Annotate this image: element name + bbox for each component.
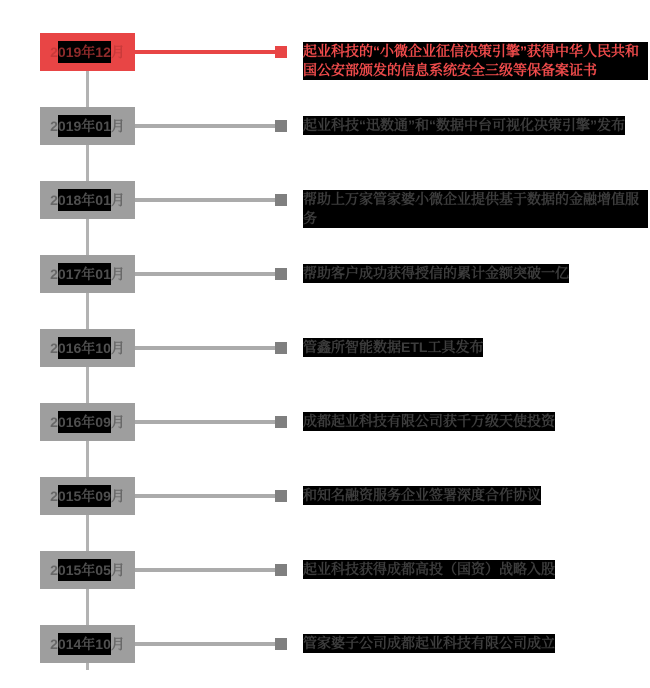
date-prefix: 2 [50,118,58,134]
date-box [40,255,135,293]
connector-line [135,346,275,350]
timeline-row-2018-01 [0,163,650,237]
date-highlight: 014年10 [58,633,111,655]
timeline-row-2019-12 [0,15,650,89]
timeline-row-2019-01 [0,89,650,163]
connector-line [135,50,275,54]
timeline-row-2016-09 [0,385,650,459]
date-prefix: 2 [50,340,58,356]
connector-line [135,568,275,572]
milestone-text: 帮助上万家管家婆小微企业提供基于数据的金融增值服务 [303,190,648,228]
date-highlight: 016年10 [58,337,111,359]
connector-line [135,420,275,424]
timeline-row-2014-10 [0,607,650,681]
date-prefix: 2 [50,488,58,504]
milestone-text-wrap [303,560,648,579]
date-box [40,625,135,663]
milestone-text-wrap [303,42,648,80]
connector-line [135,494,275,498]
marker-square-icon [275,638,287,650]
milestone-text: 管鑫所智能数据ETL工具发布 [303,339,484,355]
date-suffix: 月 [110,340,125,356]
connector-line [135,642,275,646]
timeline-row-2015-05 [0,533,650,607]
date-highlight: 019年12 [58,41,111,63]
milestone-text: 和知名融资服务企业签署深度合作协议 [303,487,541,503]
date-suffix: 月 [110,266,125,282]
date-suffix: 月 [110,44,125,60]
date-prefix: 2 [50,44,58,60]
date-box [40,329,135,367]
marker-square-icon [275,490,287,502]
date-prefix: 2 [50,562,58,578]
marker-square-icon [275,268,287,280]
date-box [40,551,135,589]
date-box [40,181,135,219]
marker-square-icon [275,46,287,58]
milestone-text-wrap [303,116,648,135]
timeline-row-2015-09 [0,459,650,533]
date-suffix: 月 [110,414,125,430]
milestone-text: 起业科技的“小微企业征信决策引擎”获得中华人民共和国公安部颁发的信息系统安全三级等保备案证书 [303,42,648,80]
date-highlight: 017年01 [58,263,111,285]
date-highlight: 015年05 [58,559,111,581]
date-suffix: 月 [110,636,125,652]
date-suffix: 月 [110,488,125,504]
date-highlight: 019年01 [58,115,111,137]
timeline-row-2017-01 [0,237,650,311]
date-prefix: 2 [50,414,58,430]
date-box [40,477,135,515]
date-box [40,33,135,71]
marker-square-icon [275,342,287,354]
date-highlight: 018年01 [58,189,111,211]
timeline-row-2016-10 [0,311,650,385]
milestone-text: 帮助客户成功获得授信的累计金额突破一亿 [303,265,569,281]
marker-square-icon [275,564,287,576]
date-suffix: 月 [110,118,125,134]
date-highlight: 015年09 [58,485,111,507]
milestone-text: 起业科技获得成都高投（国资）战略入股 [303,561,555,577]
connector-line [135,198,275,202]
milestone-text-wrap [303,338,648,357]
milestone-text: 成都起业科技有限公司获千万级天使投资 [303,413,555,429]
milestone-text: 起业科技“迅数通”和“数据中台可视化决策引擎”发布 [303,117,625,133]
milestone-text-wrap [303,486,648,505]
connector-line [135,124,275,128]
milestone-text: 管家婆子公司成都起业科技有限公司成立 [303,635,555,651]
date-highlight: 016年09 [58,411,111,433]
date-box [40,403,135,441]
milestone-text-wrap [303,412,648,431]
marker-square-icon [275,120,287,132]
date-suffix: 月 [110,562,125,578]
milestone-text-wrap [303,190,648,228]
date-suffix: 月 [110,192,125,208]
date-prefix: 2 [50,192,58,208]
milestone-text-wrap [303,264,648,283]
date-prefix: 2 [50,266,58,282]
milestone-text-wrap [303,634,648,653]
marker-square-icon [275,416,287,428]
date-prefix: 2 [50,636,58,652]
connector-line [135,272,275,276]
marker-square-icon [275,194,287,206]
date-box [40,107,135,145]
